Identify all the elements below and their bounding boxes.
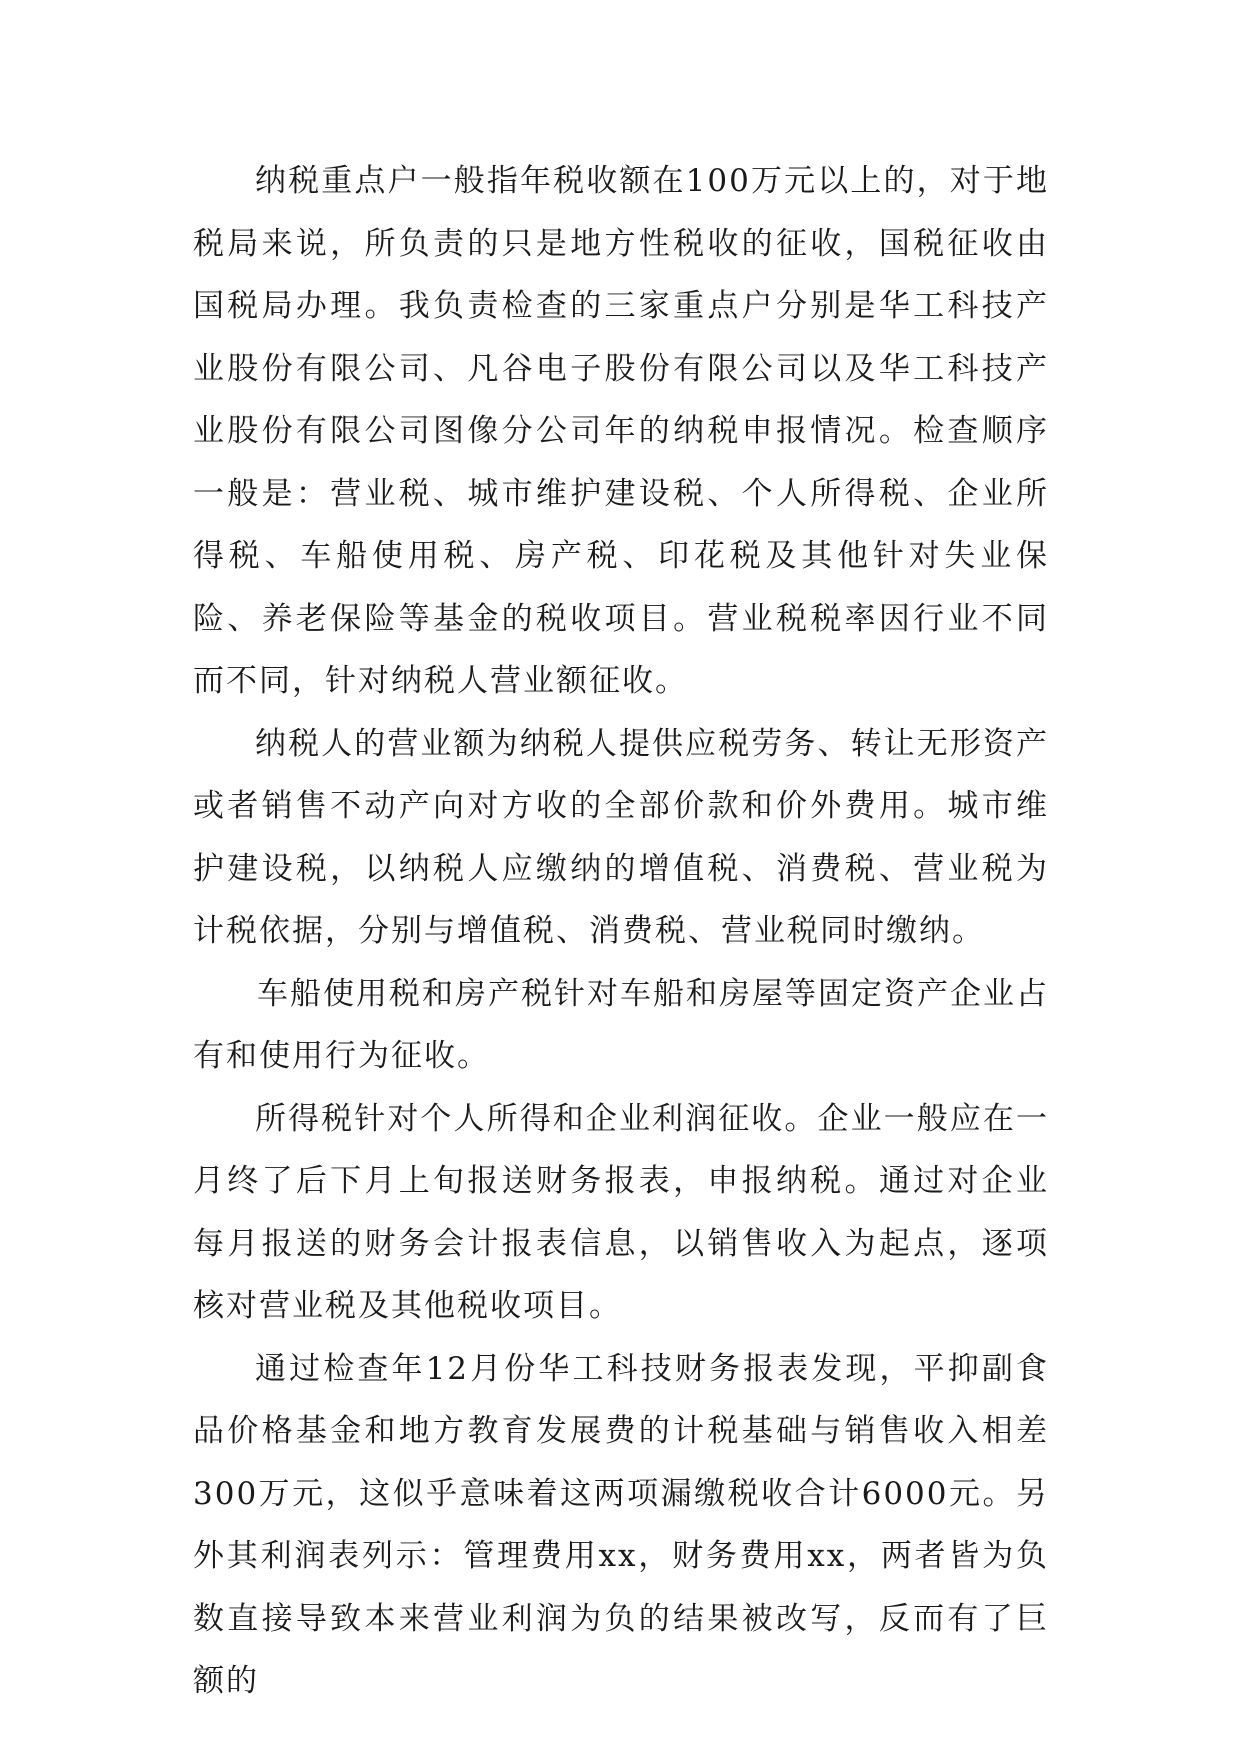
paragraph-5: 通过检查年12月份华工科技财务报表发现，平抑副食品价格基金和地方教育发展费的计税基础与销售收入相差300万元，这似乎意味着这两项漏缴税收合计6000元。另外其利润表列示：管理费用xx，财务费用xx，两者皆为负数直接导致本来营业利润为负的结果被改写，反而有了巨额的 [193,1350,1049,1699]
paragraph-1: 纳税重点户一般指年税收额在100万元以上的，对于地税局来说，所负责的只是地方性税收的征收，国税征收由国税局办理。我负责检查的三家重点户分别是华工科技产业股份有限公司、凡谷电子股份有限公司以及华工科技产业股份有限公司图像分公司年的纳税申报情况。检查顺序一般是：营业税、城市维护建设税、个人所得税、企业所得税、车船使用税、房产税、印花税及其他针对失业保险、养老保险等基金的税收项目。营业税税率因行业不同而不同，针对纳税人营业额征收。 [193,163,1049,699]
paragraph-4: 所得税针对个人所得和企业利润征收。企业一般应在一月终了后下月上旬报送财务报表，申报纳税。通过对企业每月报送的财务会计报表信息，以销售收入为起点，逐项核对营业税及其他税收项目。 [193,1100,1049,1324]
document-body [193,150,1049,1713]
paragraph-2: 纳税人的营业额为纳税人提供应税劳务、转让无形资产或者销售不动产向对方收的全部价款和价外费用。城市维护建设税，以纳税人应缴纳的增值税、消费税、营业税为计税依据，分别与增值税、消费税、营业税同时缴纳。 [193,725,1049,949]
paragraph-3: 车船使用税和房产税针对车船和房屋等固定资产企业占有和使用行为征收。 [193,975,1049,1074]
